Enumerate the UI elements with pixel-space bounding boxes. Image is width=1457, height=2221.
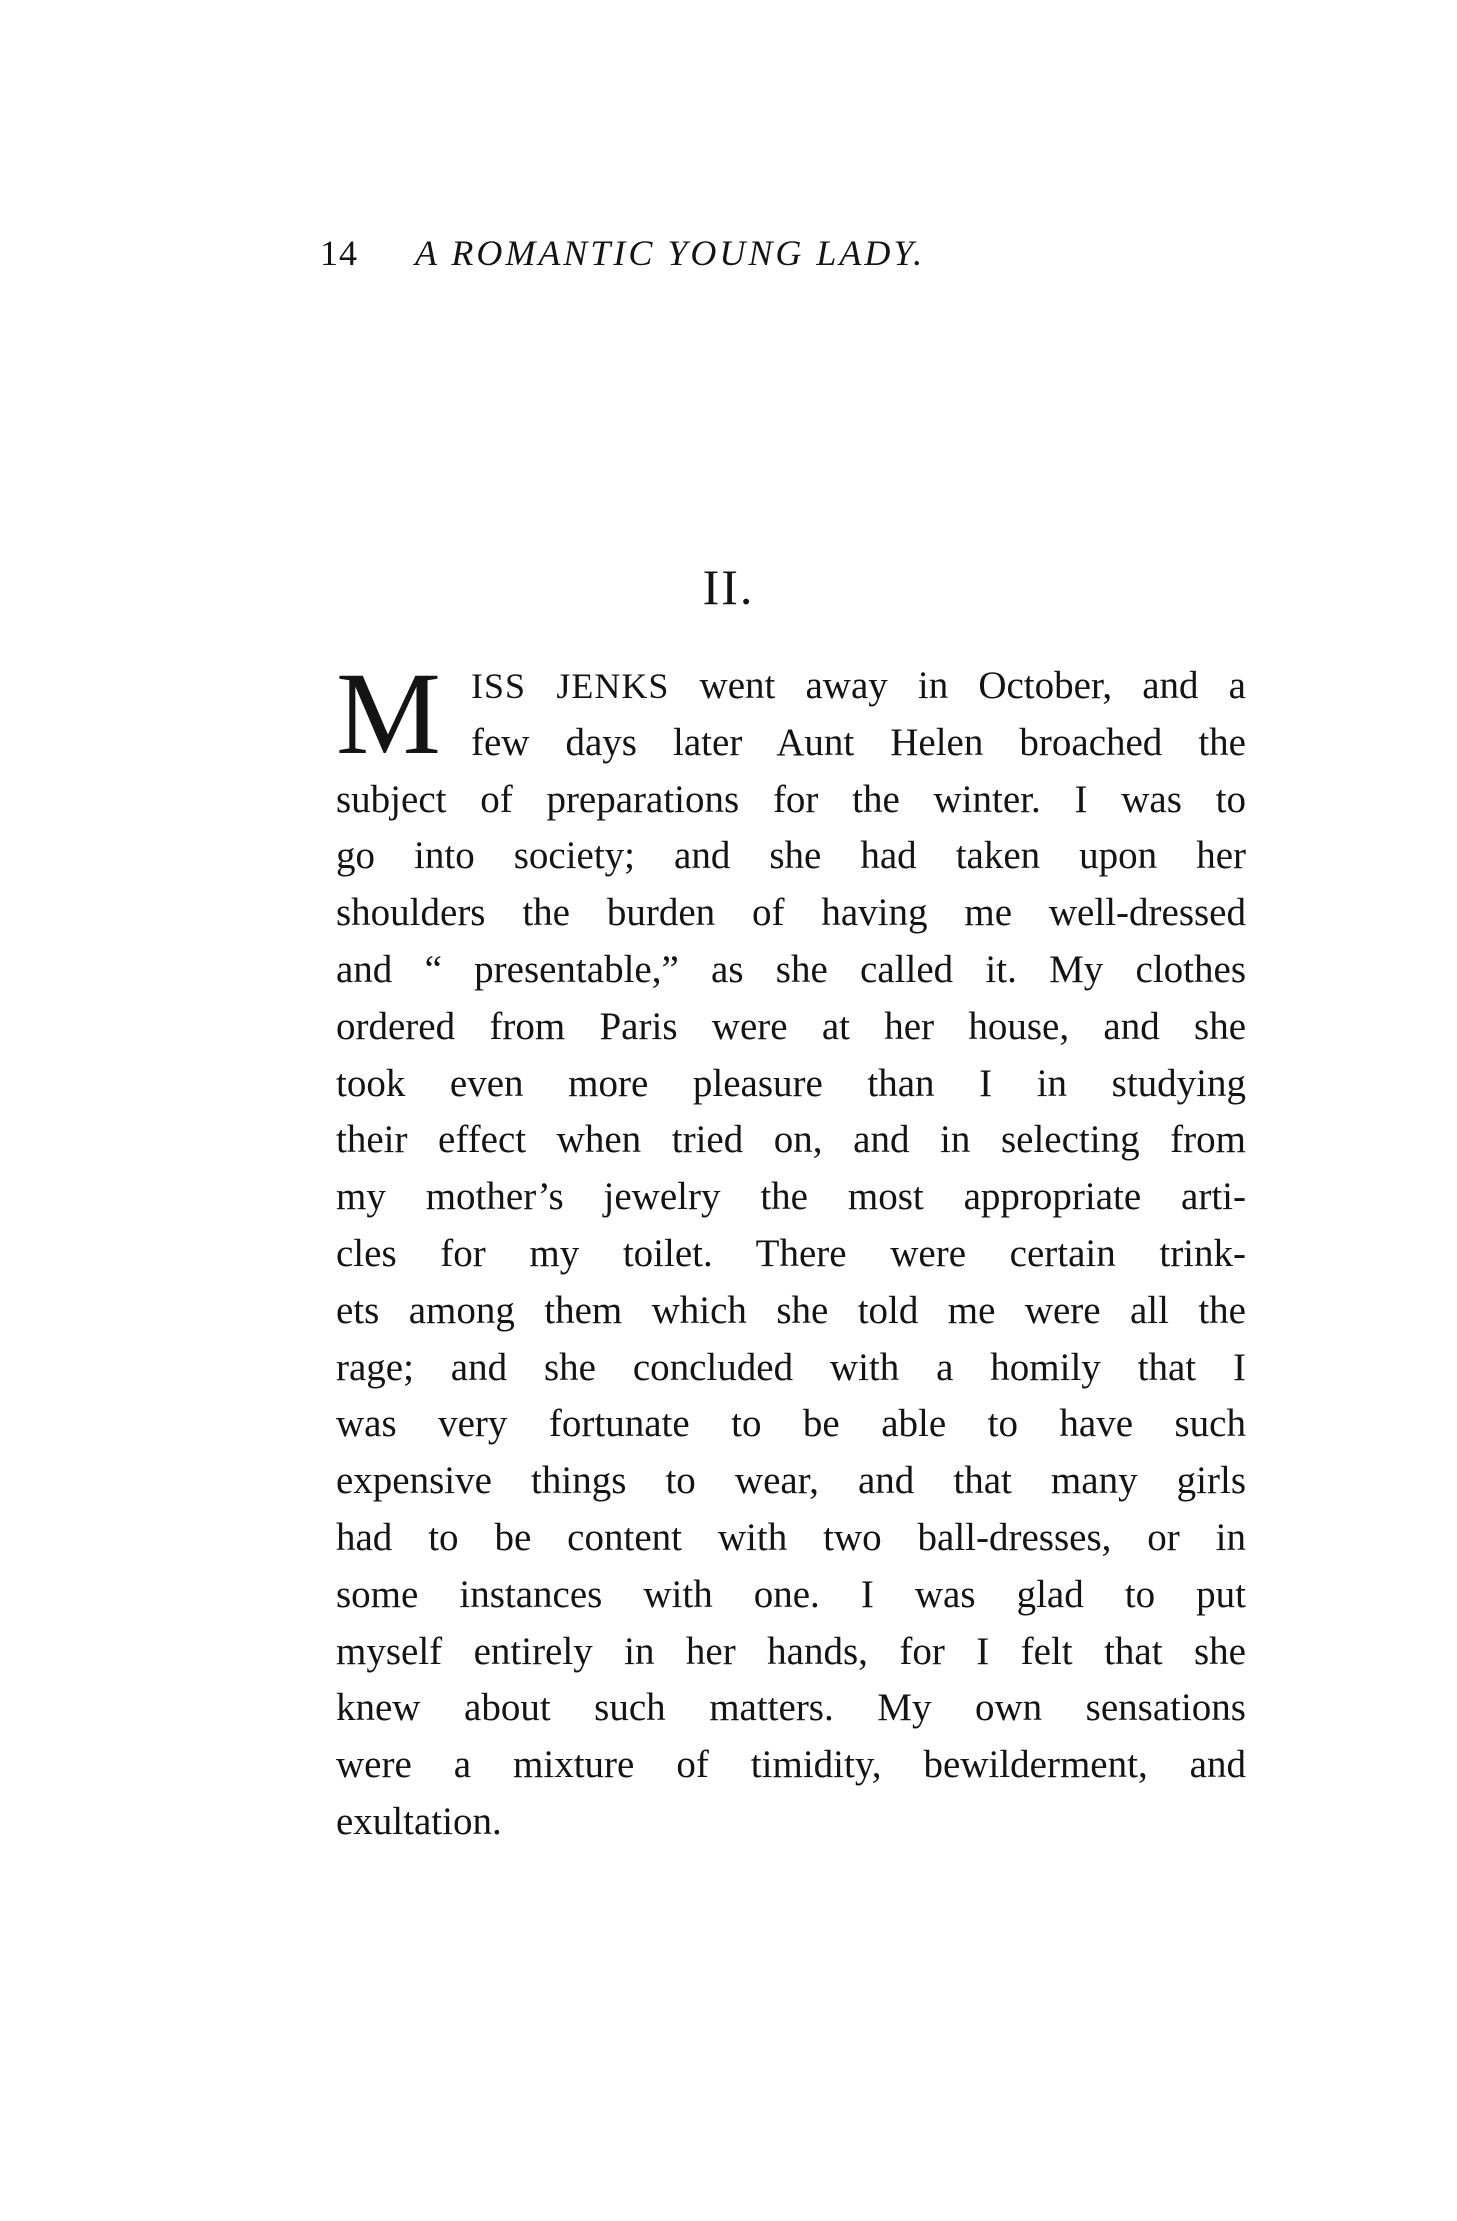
drop-cap: M <box>336 648 441 779</box>
text-line <box>336 658 1246 715</box>
book-title: A ROMANTIC YOUNG LADY. <box>415 233 926 273</box>
text-line: ordered from Paris were at her house, and she <box>336 1004 1246 1048</box>
text-line: few days later Aunt Helen broached the <box>471 720 1246 764</box>
text-line: subject of preparations for the winter. I was to <box>336 777 1246 821</box>
text-line: and “ presentable,” as she called it. My clothes <box>336 947 1246 991</box>
text-line: cles for my toilet. There were certain trink- <box>336 1231 1246 1275</box>
text-line: shoulders the burden of having me well-dressed <box>336 891 1246 935</box>
text-line: some instances with one. I was glad to put <box>336 1572 1246 1616</box>
chapter-paragraph <box>336 648 1246 1851</box>
text-line: exultation. <box>336 1799 502 1843</box>
opening-caps: ISS JENKS <box>471 666 670 706</box>
text-line: had to be content with two ball-dresses, or in <box>336 1515 1246 1559</box>
text-line: expensive things to wear, and that many girls <box>336 1459 1246 1503</box>
chapter-heading: II. <box>702 559 755 615</box>
text-line: ets among them which she told me were all the <box>336 1288 1246 1332</box>
text-line: was very fortunate to be able to have such <box>336 1402 1246 1446</box>
text-line: my mother’s jewelry the most appropriate arti- <box>336 1175 1246 1219</box>
text-line: rage; and she concluded with a homily that I <box>336 1345 1246 1389</box>
line-text: went away in October, and a <box>669 664 1246 707</box>
text-line: go into society; and she had taken upon her <box>336 834 1246 878</box>
text-line: myself entirely in her hands, for I felt that she <box>336 1629 1246 1673</box>
running-head <box>320 232 1260 282</box>
page-number: 14 <box>320 233 358 273</box>
text-line: knew about such matters. My own sensations <box>336 1686 1246 1730</box>
text-line: took even more pleasure than I in studying <box>336 1061 1246 1105</box>
text-line: were a mixture of timidity, bewilderment, and <box>336 1743 1246 1787</box>
text-line: their effect when tried on, and in selecting from <box>336 1118 1246 1162</box>
